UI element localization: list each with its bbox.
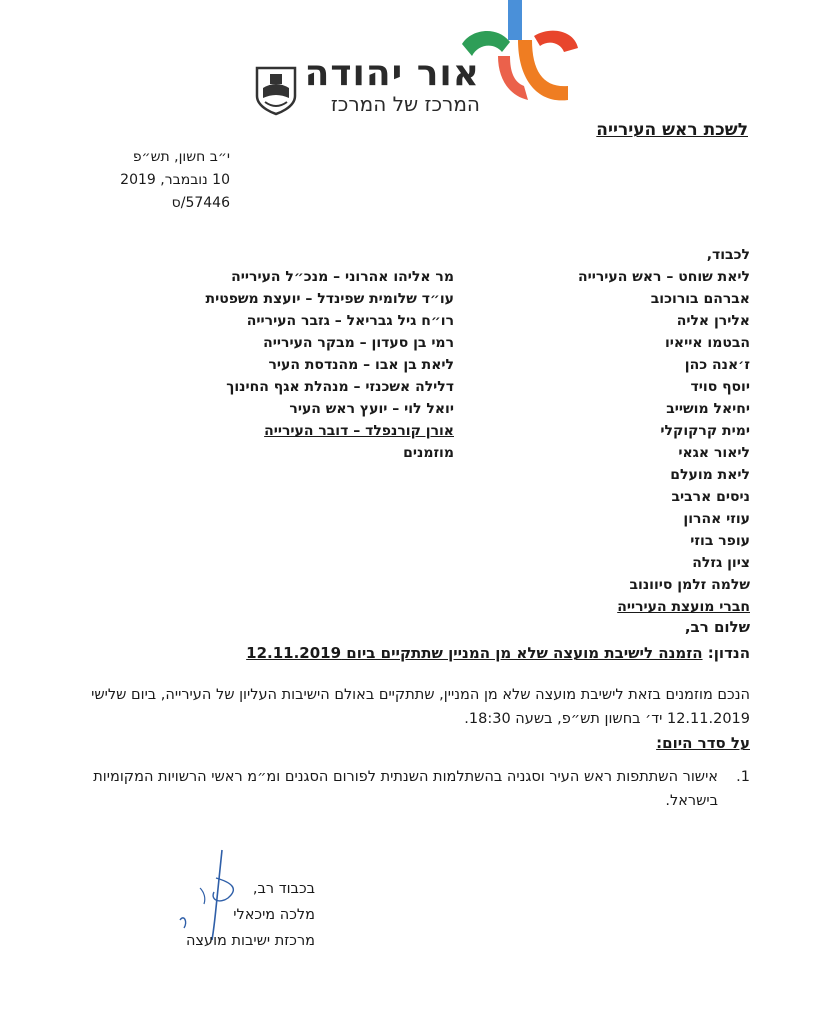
city-emblem-icon bbox=[255, 66, 297, 116]
signature-block bbox=[150, 876, 315, 954]
list-item: ליאור אגאי bbox=[678, 445, 750, 461]
list-item: ז׳אנה כהן bbox=[684, 357, 750, 373]
signer-name: מלכה מיכאלי bbox=[233, 907, 315, 923]
hebrew-date: י״ב חשון, תש״פ bbox=[132, 149, 230, 165]
list-item: רו״ח גיל גבריאל – גזבר העירייה bbox=[246, 313, 454, 329]
office-heading: לשכת ראש העירייה bbox=[596, 120, 748, 140]
list-item: ליאת בן אבו – מהנדסת העיר bbox=[268, 357, 454, 373]
logo-title: אור יהודה bbox=[304, 53, 480, 94]
list-item: עו״ד שלומית שפינדל – יועצת משפטית bbox=[205, 291, 454, 307]
list-item: ציון גזלה bbox=[692, 555, 750, 571]
recipients-list bbox=[560, 244, 750, 618]
list-item: עוזי אהרון bbox=[683, 511, 750, 527]
list-item: ליאת שוחט – ראש העירייה bbox=[578, 269, 750, 285]
list-item: יחיאל מושייב bbox=[666, 401, 750, 417]
agenda-item-text: אישור השתתפות ראש העיר וסגניה בהשתלמות השנתית לפורום הסגנים ומ״מ ראשי הרשויות המקומיות בישראל. bbox=[93, 769, 718, 809]
recipients-footer: חברי מועצת העירייה bbox=[617, 599, 750, 615]
gregorian-date: 10 נובמבר, 2019 bbox=[120, 172, 230, 188]
invitees-footer: מוזמנים bbox=[403, 445, 454, 461]
list-item: דלילה אשכנזי – מנהלת אגף החינוך bbox=[226, 379, 454, 395]
list-item: לכבוד, bbox=[706, 247, 750, 263]
body-paragraph: הנכם מוזמנים בזאת לישיבת מועצה שלא מן המניין, שתתקיים באולם הישיבות העליון של העירייה, ביום שלישי 12.11.2019 יד׳ בחשון תש״פ, בשעה 18:30. bbox=[91, 687, 750, 727]
list-item: ימית קרקוקלי bbox=[660, 423, 750, 439]
subject-label: הנדון: bbox=[707, 644, 750, 662]
agenda-heading: על סדר היום: bbox=[656, 734, 750, 752]
list-item: רמי בן סעדון – מבקר העירייה bbox=[263, 335, 454, 351]
list-item: הבטמו אייאיו bbox=[664, 335, 750, 351]
list-item: שלמה זלמן סיוונוב bbox=[629, 577, 750, 593]
date-block bbox=[60, 146, 230, 215]
invitees-list bbox=[140, 266, 454, 464]
list-item: ניסים ארביב bbox=[671, 489, 750, 505]
list-item: עופר בוזי bbox=[690, 533, 750, 549]
list-item: יואל לוי – יועץ ראש העיר bbox=[289, 401, 454, 417]
subject-text: הזמנה לישיבת מועצה שלא מן המניין שתתקיים ביום 12.11.2019 bbox=[246, 644, 703, 662]
logo-subtitle: המרכז של המרכז bbox=[330, 92, 480, 116]
list-item: אלירן אליה bbox=[676, 313, 750, 329]
list-item: ליאת מועלם bbox=[670, 467, 750, 483]
greeting: שלום רב, bbox=[684, 618, 750, 636]
list-item: אברהם בורוכוב bbox=[650, 291, 750, 307]
subject-line bbox=[150, 644, 750, 662]
reference-number: 57446/ס bbox=[171, 195, 230, 211]
list-item: אורן קורנפלד – דובר העירייה bbox=[264, 423, 454, 439]
signer-title: מרכזת ישיבות מועצה bbox=[185, 933, 315, 949]
list-item: מר אליהו אהרוני – מנכ״ל העירייה bbox=[231, 269, 454, 285]
list-item: יוסף סויד bbox=[690, 379, 750, 395]
closing: בכבוד רב, bbox=[252, 881, 315, 897]
agenda-item-number: 1. bbox=[736, 769, 750, 785]
